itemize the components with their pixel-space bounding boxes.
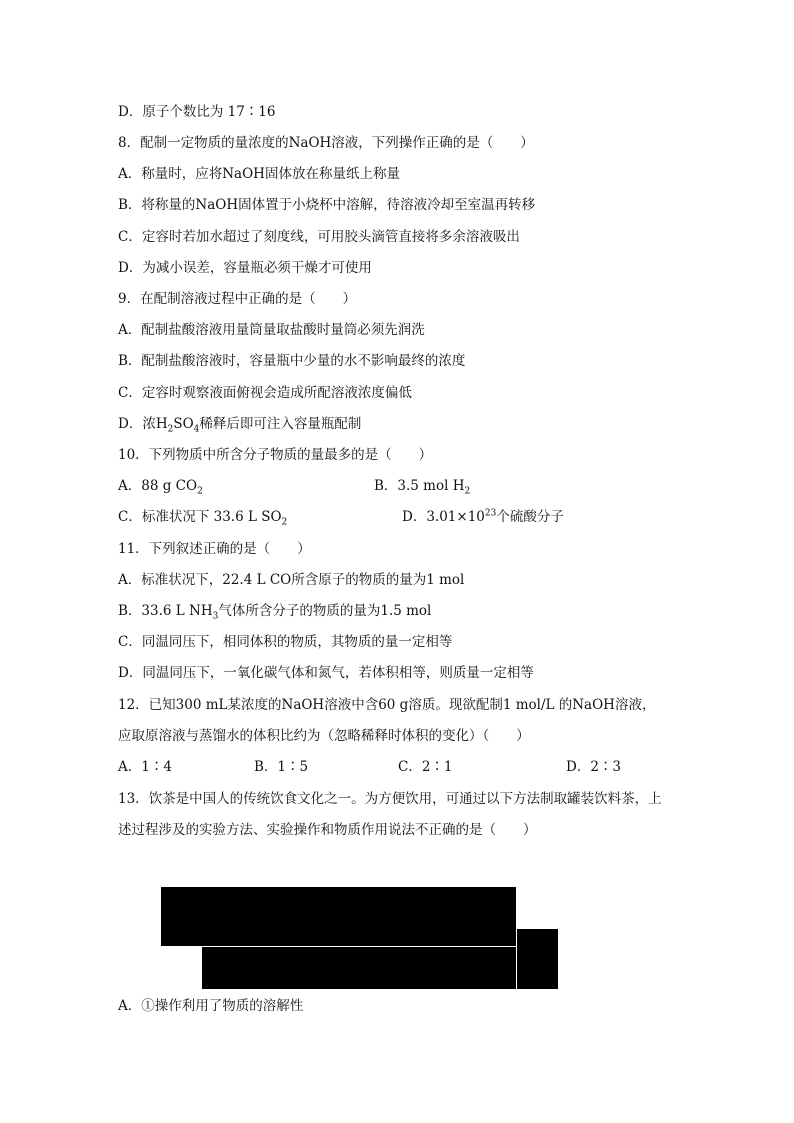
- q10-d-sup: 23: [484, 508, 497, 519]
- q8-stem: 8．配制一定物质的量浓度的NaOH溶液，下列操作正确的是（ ）: [118, 135, 534, 151]
- q11-option-d: D．同温同压下，一氧化碳气体和氮气，若体积相等，则质量一定相等: [118, 665, 534, 681]
- q12-stem-line1: 12．已知300 mL某浓度的NaOH溶液中含60 g溶质。现欲配制1 mol/L 的NaOH溶液，: [118, 697, 656, 713]
- q9-d-sub2: 4: [193, 424, 200, 435]
- q8-option-c: C．定容时若加水超过了刻度线，可用胶头滴管直接将多余溶液吸出: [118, 229, 520, 245]
- figure-block-top: [161, 887, 516, 947]
- q10-d-post: 个硫酸分子: [496, 509, 564, 525]
- q11-option-b: [118, 602, 431, 620]
- q9-option-a: A．配制盐酸溶液用量筒量取盐酸时量筒必须先润洗: [118, 322, 425, 338]
- q8-option-b: B．将称量的NaOH固体置于小烧杯中溶解，待溶液冷却至室温再转移: [118, 197, 536, 213]
- q9-option-c: C．定容时观察液面俯视会造成所配溶液浓度偏低: [118, 385, 412, 401]
- q11-b-sub: 3: [212, 611, 219, 622]
- q8-option-a: A．称量时，应将NaOH固体放在称量纸上称量: [118, 166, 400, 182]
- q10-c-sub: 2: [281, 517, 288, 528]
- q7-option-d: D．原子个数比为 17∶16: [118, 104, 276, 120]
- q13-option-a: A．①操作利用了物质的溶解性: [118, 998, 304, 1014]
- q9-stem: 9．在配制溶液过程中正确的是（ ）: [118, 291, 357, 307]
- q11-option-c: C．同温同压下，相同体积的物质，其物质的量一定相等: [118, 634, 453, 650]
- figure-block-bottom: [202, 947, 516, 989]
- q9-d-pre: D．浓H: [118, 416, 168, 432]
- figure-block-right: [517, 929, 558, 989]
- q10-option-a: [118, 477, 203, 495]
- q10-b-text: B．3.5 mol H: [374, 478, 465, 494]
- q9-d-mid: SO: [173, 416, 194, 432]
- q8-option-d: D．为减小误差，容量瓶必须干燥才可使用: [118, 260, 372, 276]
- q9-option-b: B．配制盐酸溶液时，容量瓶中少量的水不影响最终的浓度: [118, 353, 466, 369]
- q13-stem-line1: 13．饮茶是中国人的传统饮食文化之一。为方便饮用，可通过以下方法制取罐装饮料茶，上: [118, 791, 662, 807]
- q11-stem: 11．下列叙述正确的是（ ）: [118, 541, 311, 557]
- q10-stem: 10．下列物质中所含分子物质的量最多的是（ ）: [118, 447, 433, 463]
- q11-b-post: 气体所含分子的物质的量为1.5 mol: [218, 603, 432, 619]
- q12-option-b: B．1∶5: [254, 759, 309, 775]
- q10-d-text: D．3.01×10: [402, 509, 485, 525]
- q9-d-post: 稀释后即可注入容量瓶配制: [199, 416, 362, 432]
- q11-option-a: A．标准状况下，22.4 L CO所含原子的物质的量为1 mol: [118, 572, 465, 588]
- q10-option-d: [402, 508, 564, 526]
- q10-b-sub: 2: [464, 486, 471, 497]
- q10-c-text: C．标准状况下 33.6 L SO: [118, 509, 282, 525]
- q12-option-a: A．1∶4: [118, 759, 172, 775]
- q12-stem-line2: 应取原溶液与蒸馏水的体积比约为（忽略稀释时体积的变化）（ ）: [118, 728, 530, 744]
- figure-divider: [161, 946, 516, 947]
- q12-option-d: D．2∶3: [566, 759, 622, 775]
- q10-option-c: [118, 508, 287, 526]
- q10-a-text: A．88 g CO: [118, 478, 198, 494]
- q9-d-sub1: 2: [167, 424, 174, 435]
- q9-option-d: [118, 415, 361, 433]
- q10-option-b: [374, 477, 470, 495]
- q11-b-pre: B．33.6 L NH: [118, 603, 213, 619]
- q13-stem-line2: 述过程涉及的实验方法、实验操作和物质作用说法不正确的是（ ）: [118, 822, 537, 838]
- q10-a-sub: 2: [197, 486, 203, 497]
- q12-option-c: C．2∶1: [398, 759, 453, 775]
